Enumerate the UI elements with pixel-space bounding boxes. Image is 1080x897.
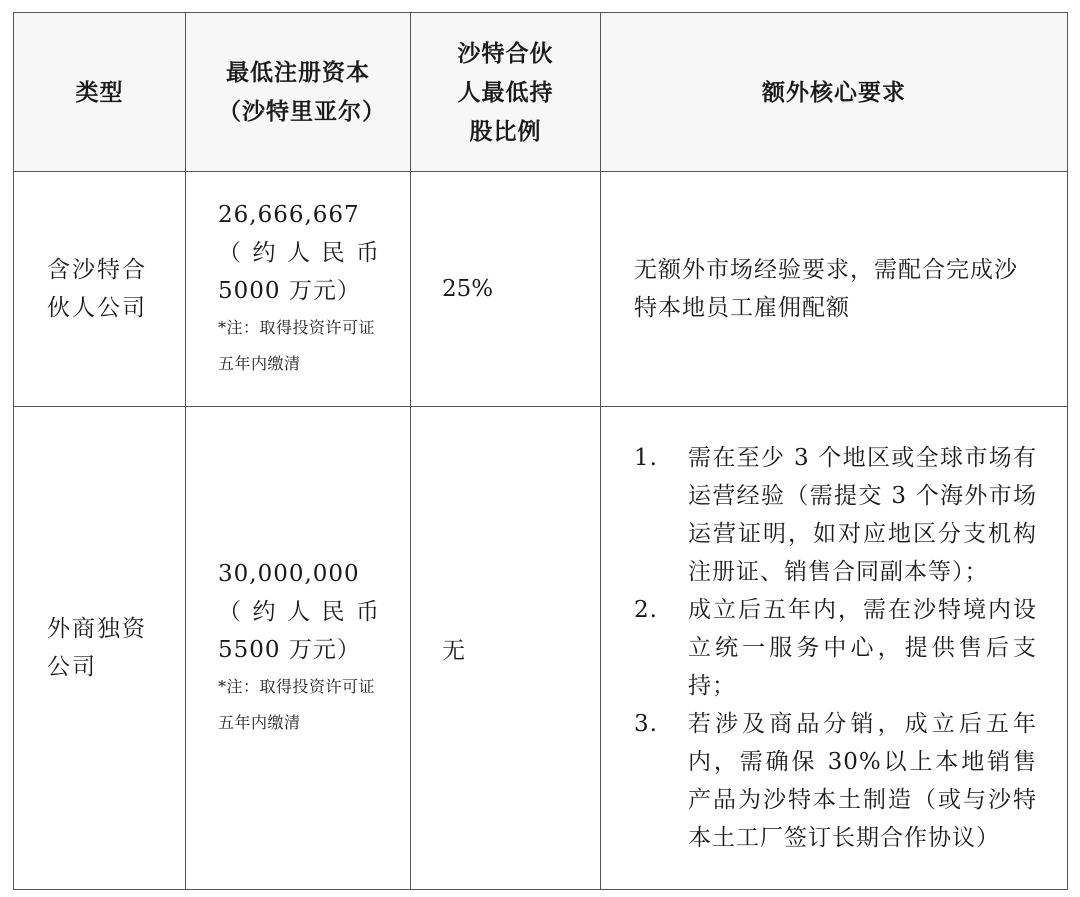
share-value: 无 [442, 637, 465, 664]
header-type-label: 类型 [75, 78, 124, 106]
cell-capital [186, 407, 411, 890]
row-type-label: 含沙特合伙人公司 [47, 257, 147, 321]
table-row [14, 407, 1068, 890]
list-item-text: 若涉及商品分销，成立后五年内，需确保 30%以上本地销售产品为沙特本土制造（或与沙特本土工厂签订长期合作协议） [688, 711, 1037, 851]
list-item-number: 1. [634, 445, 658, 471]
header-requirements-label: 额外核心要求 [762, 78, 906, 106]
share-value: 25% [442, 276, 494, 302]
cell-type [14, 407, 186, 890]
list-item-text: 成立后五年内，需在沙特境内设立统一服务中心，提供售后支持； [688, 597, 1037, 699]
cell-requirements [601, 172, 1068, 407]
company-requirements-table [13, 12, 1068, 890]
requirements-list [634, 439, 1037, 857]
capital-note: *注：取得投资许可证五年内缴清 [218, 318, 376, 373]
header-requirements [601, 13, 1068, 172]
list-item-text: 需在至少 3 个地区或全球市场有运营经验（需提交 3 个海外市场运营证明，如对应地区分支机构注册证、销售合同副本等）； [688, 445, 1037, 585]
list-item-number: 2. [634, 597, 658, 623]
header-capital-label: 最低注册资本（沙特里亚尔） [218, 59, 386, 125]
row-type-label: 外商独资公司 [47, 616, 147, 680]
header-share [411, 13, 601, 172]
header-type [14, 13, 186, 172]
capital-amount: 26,666,667（约人民币 5000 万元） [218, 202, 380, 304]
capital-note: *注：取得投资许可证五年内缴清 [218, 677, 376, 732]
capital-amount: 30,000,000（约人民币 5500 万元） [218, 561, 380, 663]
cell-type [14, 172, 186, 407]
requirements-text: 无额外市场经验要求，需配合完成沙特本地员工雇佣配额 [634, 257, 1018, 321]
list-item [634, 591, 1037, 705]
cell-share [411, 172, 601, 407]
list-item [634, 439, 1037, 591]
list-item [634, 705, 1037, 857]
cell-capital [186, 172, 411, 407]
header-capital [186, 13, 411, 172]
table-header-row [14, 13, 1068, 172]
cell-share [411, 407, 601, 890]
list-item-number: 3. [634, 711, 658, 737]
header-share-label: 沙特合伙人最低持股比例 [457, 39, 554, 145]
cell-requirements [601, 407, 1068, 890]
table-row [14, 172, 1068, 407]
